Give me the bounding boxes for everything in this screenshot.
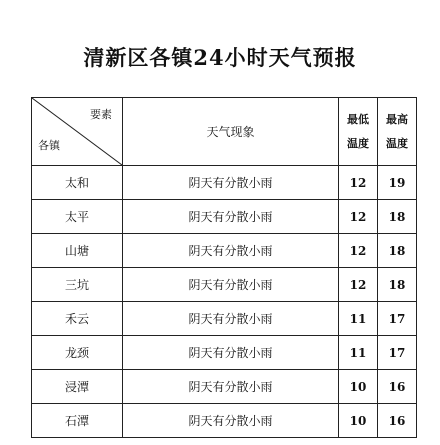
town-cell: 太平 [32, 200, 123, 234]
diagonal-header-cell [32, 98, 123, 166]
town-label: 各镇 [38, 139, 60, 152]
element-label: 要素 [90, 108, 112, 121]
min-temp-cell: 11 [339, 336, 378, 370]
weather-cell: 阴天有分散小雨 [123, 234, 339, 268]
min-temp-cell: 12 [339, 166, 378, 200]
weather-cell: 阴天有分散小雨 [123, 302, 339, 336]
min-temp-cell: 10 [339, 370, 378, 404]
min-temp-cell: 12 [339, 268, 378, 302]
max-temp-cell: 16 [378, 404, 417, 438]
table-row [32, 200, 417, 234]
min-temp-header [339, 98, 378, 166]
min-temp-cell: 12 [339, 234, 378, 268]
town-cell: 三坑 [32, 268, 123, 302]
town-cell: 浸潭 [32, 370, 123, 404]
table-row [32, 336, 417, 370]
max-temp-cell: 17 [378, 336, 417, 370]
table-row [32, 268, 417, 302]
weather-cell: 阴天有分散小雨 [123, 200, 339, 234]
max-temp-header [378, 98, 417, 166]
forecast-table [31, 97, 417, 438]
town-cell: 山塘 [32, 234, 123, 268]
min-temp-header-line1: 最低 [347, 112, 369, 126]
weather-cell: 阴天有分散小雨 [123, 166, 339, 200]
table-row [32, 404, 417, 438]
min-temp-header-line2: 温度 [347, 136, 369, 150]
weather-header: 天气现象 [123, 98, 339, 166]
weather-cell: 阴天有分散小雨 [123, 404, 339, 438]
town-cell: 石潭 [32, 404, 123, 438]
min-temp-cell: 11 [339, 302, 378, 336]
max-temp-cell: 18 [378, 234, 417, 268]
table-row [32, 370, 417, 404]
max-temp-cell: 16 [378, 370, 417, 404]
weather-cell: 阴天有分散小雨 [123, 268, 339, 302]
table-row [32, 234, 417, 268]
weather-cell: 阴天有分散小雨 [123, 336, 339, 370]
max-temp-header-line1: 最高 [386, 112, 408, 126]
town-cell: 太和 [32, 166, 123, 200]
table-row [32, 302, 417, 336]
town-cell: 禾云 [32, 302, 123, 336]
max-temp-cell: 19 [378, 166, 417, 200]
max-temp-cell: 17 [378, 302, 417, 336]
min-temp-cell: 12 [339, 200, 378, 234]
max-temp-cell: 18 [378, 268, 417, 302]
max-temp-cell: 18 [378, 200, 417, 234]
max-temp-header-line2: 温度 [386, 136, 408, 150]
table-row [32, 166, 417, 200]
table-header-row [32, 98, 417, 166]
weather-cell: 阴天有分散小雨 [123, 370, 339, 404]
min-temp-cell: 10 [339, 404, 378, 438]
page-title: 清新区各镇24小时天气预报 [83, 45, 357, 70]
town-cell: 龙颈 [32, 336, 123, 370]
